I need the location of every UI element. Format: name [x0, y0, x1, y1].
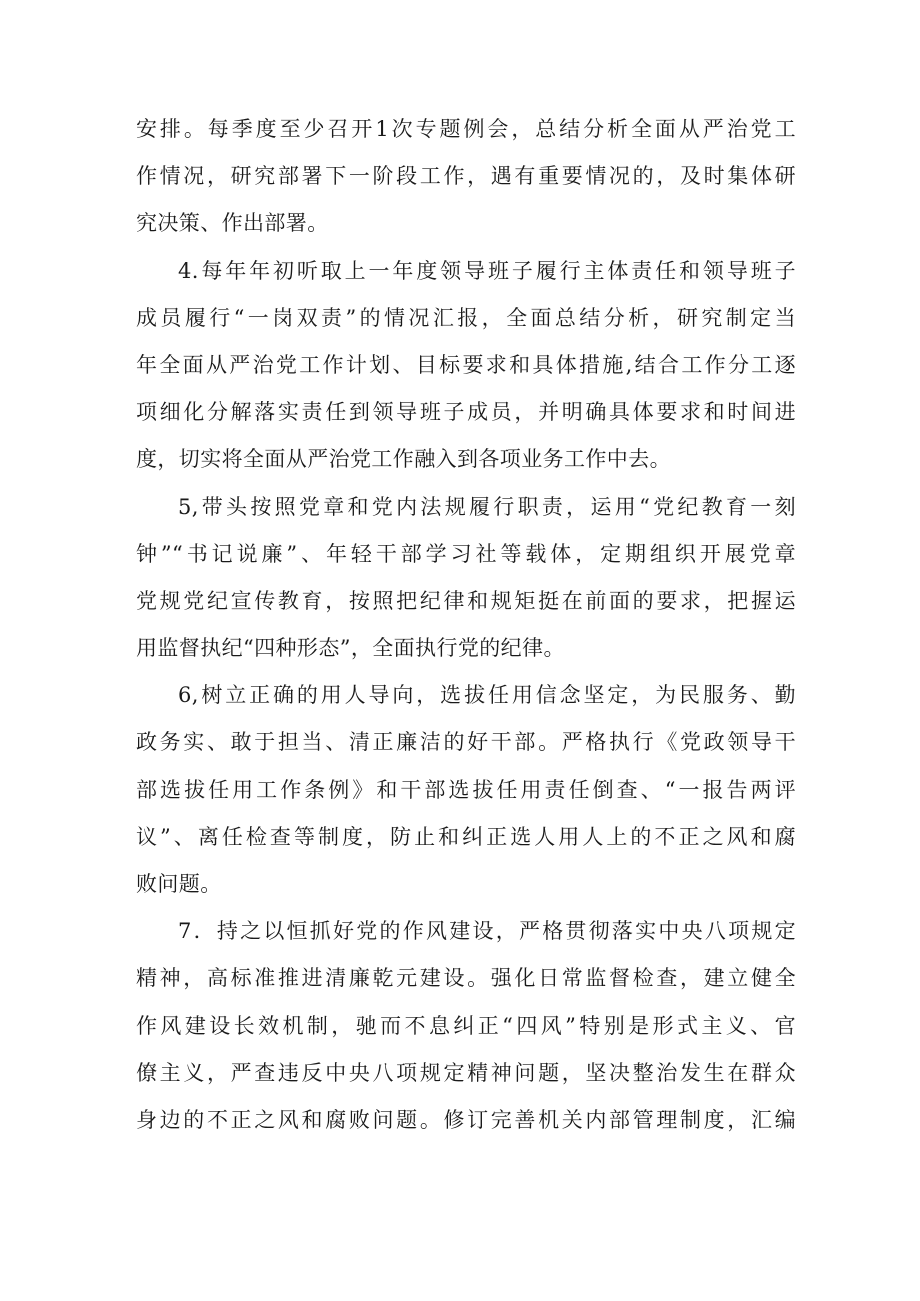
text-line: 党规党纪宣传教育，按照把纪律和规矩挺在前面的要求，把握运: [136, 588, 796, 613]
text-line: 败问题。: [136, 872, 222, 896]
text-line: 安排。每季度至少召开1次专题例会，总结分析全面从严治党工: [136, 117, 796, 141]
text-line: 作风建设长效机制，驰而不息纠正“四风”特别是形式主义、官: [136, 1013, 796, 1038]
paragraph-5-start: 5,带头按照党章和党内法规履行职责，运用“党纪教育一刻: [178, 494, 796, 519]
text-line: 成员履行“一岗双责”的情况汇报，全面总结分析，研究制定当: [136, 305, 796, 330]
text-line: 用监督执纪“四种形态”，全面执行党的纪律。: [136, 636, 565, 661]
text-line: 议”、离任检查等制度，防止和纠正选人用人上的不正之风和腐: [136, 824, 796, 849]
text-line: 精神，高标准推进清廉乾元建设。强化日常监督检查，建立健全: [136, 966, 796, 991]
text-line: 钟”“书记说廉”、年轻干部学习社等载体，定期组织开展党章: [136, 541, 796, 566]
text-line: 身边的不正之风和腐败问题。修订完善机关内部管理制度，汇编: [136, 1107, 796, 1132]
text-line: 年全面从严治党工作计划、目标要求和具体措施,结合工作分工逐: [136, 352, 796, 377]
text-line: 作情况，研究部署下一阶段工作，遇有重要情况的，及时集体研: [136, 164, 796, 189]
text-line: 政务实、敢于担当、清正廉洁的好干部。严格执行《党政领导干: [136, 730, 796, 755]
text-line: 究决策、作出部署。: [136, 211, 329, 236]
text-line: 度，切实将全面从严治党工作融入到各项业务工作中去。: [136, 447, 671, 472]
paragraph-6-start: 6,树立正确的用人导向，选拔任用信念坚定，为民服务、勤: [178, 683, 796, 708]
text-line: 项细化分解落实责任到领导班子成员，并明确具体要求和时间进: [136, 400, 796, 425]
paragraph-4-start: 4.每年年初听取上一年度领导班子履行主体责任和领导班子: [178, 258, 796, 283]
paragraph-7-start: 7．持之以恒抓好党的作风建设，严格贯彻落实中央八项规定: [178, 919, 796, 944]
body-text: [136, 106, 796, 1144]
text-line: 僚主义，严查违反中央八项规定精神问题，坚决整治发生在群众: [136, 1060, 796, 1085]
text-line: 部选拔任用工作条例》和干部选拔任用责任倒查、“一报告两评: [136, 777, 796, 802]
